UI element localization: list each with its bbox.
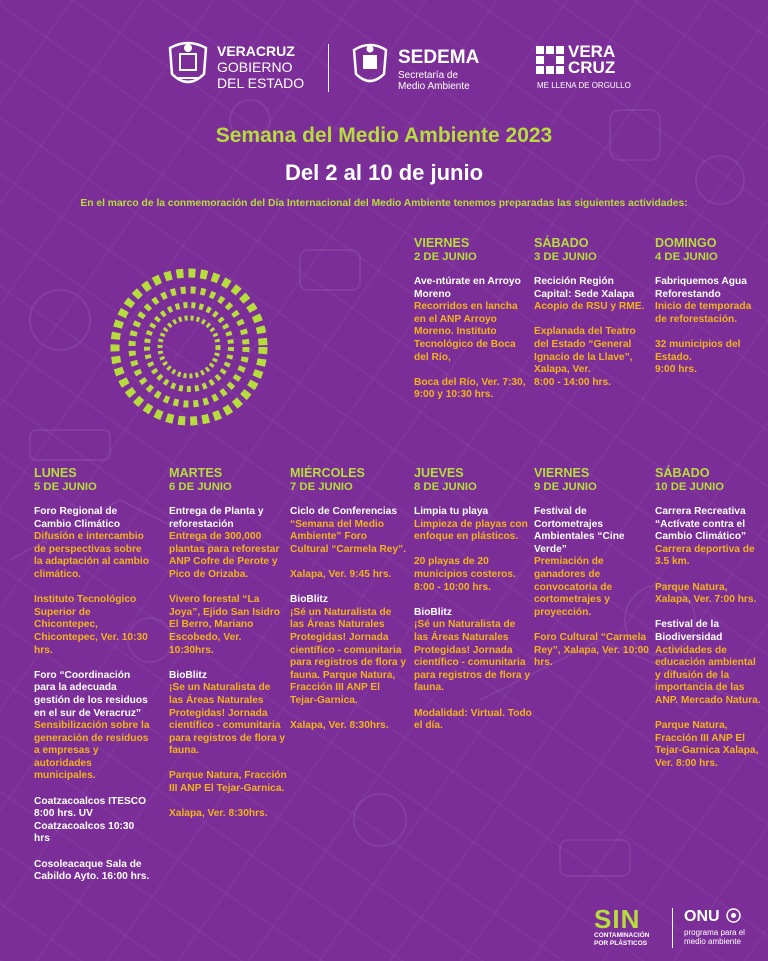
un-emblem-icon xyxy=(726,908,741,923)
event-place: Boca del Río, Ver. 7:30, 9:00 y 10:30 hrs. xyxy=(414,376,526,401)
event-title: Carrera Recreativa “Actívate contra el Cambio Climático” xyxy=(655,506,747,543)
event-desc: ¡Sé un Naturalista de las Áreas Naturales Protegidas! Jornada científico - comunitaria para registros de flora y fauna. xyxy=(414,619,531,694)
event-place: Foro Cultural “Carmela Rey”, Xalapa, Ver. 10:00 hrs. xyxy=(534,631,649,669)
sedema-name: SEDEMA xyxy=(398,47,480,68)
day-date: 8 DE JUNIO xyxy=(414,481,477,493)
onu-subtext xyxy=(684,928,745,946)
event-place: Xalapa, Ver. 8:30hrs. xyxy=(169,808,268,820)
veracruz-brand-tagline: ME LLENA DE ORGULLO xyxy=(537,81,631,90)
page-title: Semana del Medio Ambiente 2023 xyxy=(215,124,553,147)
day-name: LUNES xyxy=(34,466,77,480)
event-title: BioBlitz xyxy=(290,594,328,606)
event-desc: Sensibilización sobre la generación de residuos a empresas y autoridades municipales. xyxy=(34,720,150,782)
event-desc: Carrera deportiva de 3.5 km. xyxy=(655,543,755,568)
event-place: Instituto Tecnológico Superior de Chicontepec, Chicontepec, Ver. 10:30 hrs. xyxy=(34,594,148,656)
event-desc: ¡Se un Naturalista de las Áreas Naturales Protegidas! Jornada científico - comunitaria para registros de flora y fauna. xyxy=(169,682,286,757)
sin-subtext-line2: POR PLÁSTICOS xyxy=(594,939,648,947)
event-place: 20 playas de 20 municipios costeros. 8:00 - 10:00 hrs. xyxy=(414,556,516,593)
event-time: 8:00 - 14:00 hrs. xyxy=(534,376,612,388)
day-date: 2 DE JUNIO xyxy=(414,251,477,263)
day-date: 9 DE JUNIO xyxy=(534,481,597,493)
event-time: 9:00 hrs. xyxy=(655,364,697,376)
event-place: Parque Natura, Fracción III ANP El Tejar-Garnica Xalapa, Ver. 8:00 hrs. xyxy=(655,720,759,769)
event-desc: ¡Sé un Naturalista de las Áreas Naturales Protegidas! Jornada científico - comunitaria para registros de flora y fauna. Parque Natura, Fracción III ANP El Tejar-Garnica. xyxy=(290,606,407,706)
intro-text: En el marco de la conmemoración del Día Internacional del Medio Ambiente tenemos preparadas las siguientes actividades: xyxy=(80,198,688,209)
event-title: BioBlitz xyxy=(414,606,452,618)
page-subtitle: Del 2 al 10 de junio xyxy=(284,160,484,185)
event-place: Xalapa, Ver. 9:45 hrs. xyxy=(290,568,392,580)
day-viernes-2 xyxy=(414,236,532,402)
event-title: BioBlitz xyxy=(169,669,207,681)
day-sabado-3 xyxy=(534,236,652,389)
day-date: 4 DE JUNIO xyxy=(655,251,718,263)
veracruz-seal-icon xyxy=(164,38,212,92)
onu-logo-text: ONU xyxy=(684,908,720,925)
event-place: 32 municipios del Estado. xyxy=(655,338,741,363)
footer-divider xyxy=(672,908,673,948)
veracruz-gov-line3: DEL ESTADO xyxy=(217,75,305,91)
event-place: Cosoleacaque Sala de Cabildo Ayto. 16:00 hrs. xyxy=(34,858,150,883)
veracruz-gov-line2: GOBIERNO xyxy=(217,59,293,75)
day-sabado-10 xyxy=(655,466,761,770)
day-name: SÁBADO xyxy=(655,466,710,480)
event-place: Coatzacoalcos ITESCO 8:00 hrs. UV Coatzacoalcos 10:30 hrs xyxy=(34,795,147,845)
veracruz-brand-text xyxy=(568,44,615,76)
day-name: VIERNES xyxy=(414,236,470,250)
event-title: Ave-ntúrate en Arroyo Moreno xyxy=(414,276,521,300)
day-name: DOMINGO xyxy=(655,236,717,250)
veracruz-brand-icon xyxy=(536,46,564,74)
day-date: 7 DE JUNIO xyxy=(290,481,353,493)
concentric-rings-graphic xyxy=(108,266,270,428)
day-date: 6 DE JUNIO xyxy=(169,481,232,493)
sedema-logo-text xyxy=(398,48,479,92)
day-domingo-4 xyxy=(655,236,763,377)
event-desc: Acopio de RSU y RME. xyxy=(534,301,645,313)
day-name: MIÉRCOLES xyxy=(290,466,365,480)
veracruz-gov-logo-text xyxy=(217,44,304,90)
event-place: Vivero forestal “La Joya”, Ejido San Isidro El Berro, Mariano Escobedo, Ver. 10:30hrs. xyxy=(169,594,280,656)
event-title: Festival de la Biodiversidad xyxy=(655,619,723,643)
event-desc: Entrega de 300,000 plantas para reforestar ANP Cofre de Perote y Pico de Orizaba. xyxy=(169,531,280,580)
event-title: Festival de Cortometrajes Ambientales “Cine Verde” xyxy=(534,506,625,555)
sedema-line2: Medio Ambiente xyxy=(398,81,470,92)
event-desc: Recorridos en lancha en el ANP Arroyo Moreno. Instituto Tecnológico de Boca del Río, xyxy=(414,301,518,363)
event-place: Parque Natura, Fracción III ANP El Tejar-Garnica. xyxy=(169,770,287,795)
day-name: MARTES xyxy=(169,466,223,480)
onu-subtext-line2: medio ambiente xyxy=(684,937,741,946)
sedema-icon xyxy=(348,40,392,90)
day-name: JUEVES xyxy=(414,466,464,480)
event-title: Fabriquemos Agua Reforestando xyxy=(655,276,747,300)
day-lunes-5 xyxy=(34,466,152,884)
event-desc: Inicio de temporada de reforestación. xyxy=(655,301,752,325)
event-place: Xalapa, Ver. 8:30hrs. xyxy=(290,720,389,732)
event-title: Foro “Coordinación para la adecuada gestión de los residuos en el sur de Veracruz” xyxy=(34,669,148,719)
day-date: 10 DE JUNIO xyxy=(655,481,725,493)
event-title: Recición Región Capital: Sede Xalapa xyxy=(534,276,635,300)
sin-subtext-line1: CONTAMINACIÓN xyxy=(594,932,650,939)
sin-logo-text: SIN xyxy=(594,904,641,934)
sin-logo-subtext xyxy=(594,932,650,947)
day-name: SÁBADO xyxy=(534,236,589,250)
day-name: VIERNES xyxy=(534,466,590,480)
logo-divider xyxy=(328,44,329,92)
day-viernes-9 xyxy=(534,466,652,670)
day-date: 5 DE JUNIO xyxy=(34,481,97,493)
veracruz-gov-line1: VERACRUZ xyxy=(217,43,295,59)
event-desc: “Semana del Medio Ambiente” Foro Cultural “Carmela Rey”. xyxy=(290,518,407,555)
event-desc: Limpieza de playas con enfoque en plásticos. xyxy=(414,518,528,543)
event-desc: Difusión e intercambio de perspectivas sobre la adaptación al cambio climático. xyxy=(34,531,149,580)
day-miercoles-7 xyxy=(290,466,408,733)
event-desc: Actividades de educación ambiental y difusión de la importancia de las ANP. Mercado Natura. xyxy=(655,644,761,706)
day-martes-6 xyxy=(169,466,287,821)
day-jueves-8 xyxy=(414,466,532,733)
event-desc: Premiación de ganadores de convocatoria de cortometrajes y proyección. xyxy=(534,556,613,618)
event-title: Limpia tu playa xyxy=(414,506,489,517)
event-place: Explanada del Teatro del Estado “General Ignacio de la Llave”, Xalapa, Ver. xyxy=(534,326,636,376)
day-date: 3 DE JUNIO xyxy=(534,251,597,263)
veracruz-brand-line1: VERA xyxy=(568,42,616,61)
veracruz-brand-line2: CRUZ xyxy=(568,58,616,77)
event-place: Modalidad: Virtual. Todo el día. xyxy=(414,707,532,732)
event-title: Entrega de Planta y reforestación xyxy=(169,506,264,530)
sedema-line1: Secretaría de xyxy=(398,70,459,81)
onu-subtext-line1: programa para el xyxy=(684,928,745,937)
event-title: Ciclo de Conferencias xyxy=(290,506,397,517)
event-place: Parque Natura, Xalapa, Ver. 7:00 hrs. xyxy=(655,581,757,606)
event-title: Foro Regional de Cambio Climático xyxy=(34,506,121,530)
